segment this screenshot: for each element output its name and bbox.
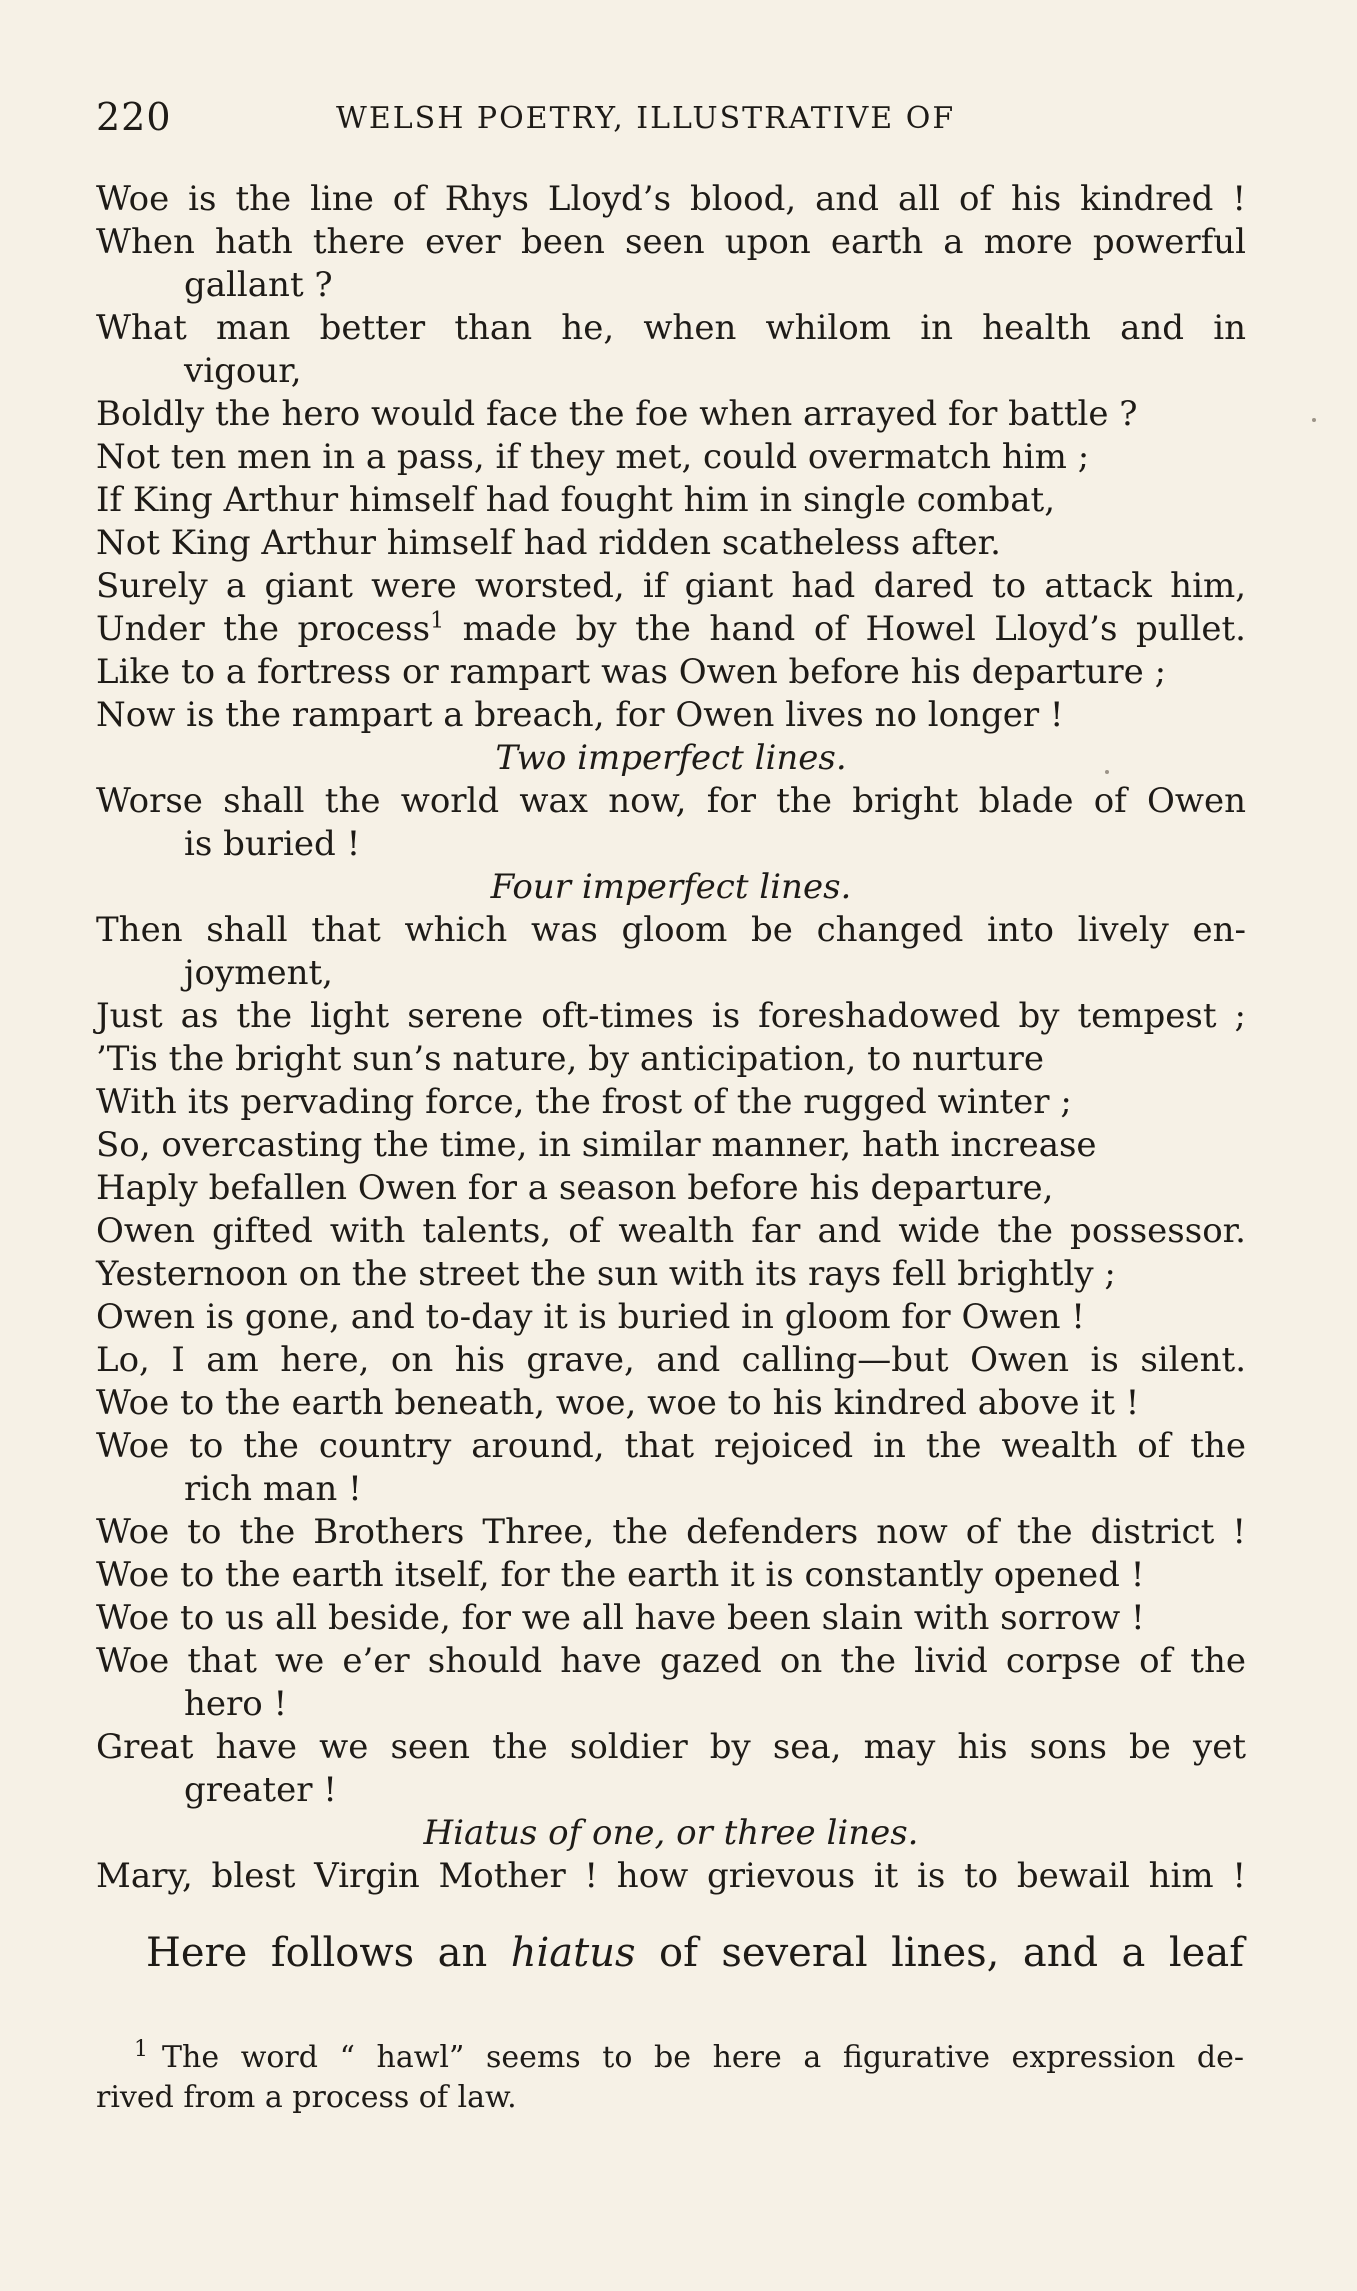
poem-line: Like to a fortress or rampart was Owen before his departure ; (96, 652, 1167, 692)
poem-line: With its pervading force, the frost of the rugged winter ; (96, 1082, 1072, 1122)
poem-line: Woe to the earth beneath, woe, woe to his kindred above it ! (96, 1383, 1140, 1423)
paper-speck (1312, 418, 1316, 422)
editorial-note: Hiatus of one, or three lines. (423, 1813, 919, 1853)
poem-line: Worse shall the world wax now, for the bright blade of Owen (96, 781, 1246, 821)
poem-line: What man better than he, when whilom in health and in (96, 308, 1246, 348)
poem-line: Great have we seen the soldier by sea, may his sons be yet (96, 1727, 1246, 1767)
poem-line: Just as the light serene oft-times is foreshadowed by tempest ; (96, 996, 1246, 1036)
poem-line: Under the process$^1$ made by the hand of Howel Lloyd’s pullet. (96, 608, 1246, 649)
footnote-line: rived from a process of law. (96, 2080, 517, 2115)
poem-line: Woe to the Brothers Three, the defenders now of the district ! (96, 1512, 1246, 1552)
poem-line-continuation: vigour, (184, 351, 302, 391)
poem-line: Then shall that which was gloom be changed into lively en- (96, 910, 1246, 950)
poem-line: So, overcasting the time, in similar manner, hath increase (96, 1125, 1097, 1165)
closing-italic-word: hiatus (510, 1930, 636, 1976)
poem-body (96, 178, 1246, 1898)
page-header (96, 95, 1242, 145)
poem-line-continuation: greater ! (184, 1770, 337, 1810)
page-number: 220 (96, 95, 172, 139)
poem-line: Woe to the earth itself, for the earth it is constantly opened ! (96, 1555, 1145, 1595)
footnote (96, 2038, 1244, 2118)
poem-line: Owen gifted with talents, of wealth far and wide the possessor. (96, 1211, 1246, 1251)
poem-line: Surely a giant were worsted, if giant had dared to attack him, (96, 566, 1246, 606)
running-head: WELSH POETRY, ILLUSTRATIVE OF (336, 101, 956, 136)
poem-line-continuation: is buried ! (184, 824, 361, 864)
poem-line: Now is the rampart a breach, for Owen lives no longer ! (96, 695, 1064, 735)
footnote-line: $^1$ The word “ hawl” seems to be here a figurative expression de- (134, 2037, 1244, 2075)
closing-prose-line: Here follows an hiatus of several lines, and a leaf (146, 1930, 1244, 1976)
footnote-marker: 1 (134, 2037, 148, 2062)
footnote-reference: 1 (430, 608, 445, 634)
poem-line-continuation: gallant ? (184, 265, 333, 305)
poem-line-continuation: hero ! (184, 1684, 288, 1724)
editorial-note: Two imperfect lines. (495, 738, 847, 778)
poem-line: Woe that we e’er should have gazed on the livid corpse of the (96, 1641, 1246, 1681)
editorial-note: Four imperfect lines. (490, 867, 852, 907)
poem-line: ’Tis the bright sun’s nature, by anticipation, to nurture (96, 1039, 1045, 1079)
poem-line: Not King Arthur himself had ridden scatheless after. (96, 523, 1001, 563)
poem-line: If King Arthur himself had fought him in single combat, (96, 480, 1056, 520)
paper-speck (1105, 770, 1109, 774)
poem-line: Owen is gone, and to-day it is buried in gloom for Owen ! (96, 1297, 1085, 1337)
poem-line: Not ten men in a pass, if they met, could overmatch him ; (96, 437, 1090, 477)
poem-line: When hath there ever been seen upon earth a more powerful (96, 222, 1246, 262)
poem-line: Woe to us all beside, for we all have been slain with sorrow ! (96, 1598, 1145, 1638)
poem-line: Lo, I am here, on his grave, and calling—but Owen is silent. (96, 1340, 1246, 1380)
poem-line: Haply befallen Owen for a season before his departure, (96, 1168, 1054, 1208)
poem-line: Woe is the line of Rhys Lloyd’s blood, and all of his kindred ! (96, 179, 1246, 219)
poem-line: Mary, blest Virgin Mother ! how grievous it is to bewail him ! (96, 1856, 1246, 1896)
poem-line: Boldly the hero would face the foe when arrayed for battle ? (96, 394, 1138, 434)
poem-line-continuation: joyment, (184, 953, 333, 993)
poem-line: Yesternoon on the street the sun with its rays fell brightly ; (96, 1254, 1116, 1294)
poem-line-continuation: rich man ! (184, 1469, 362, 1509)
poem-line: Woe to the country around, that rejoiced in the wealth of the (96, 1426, 1246, 1466)
